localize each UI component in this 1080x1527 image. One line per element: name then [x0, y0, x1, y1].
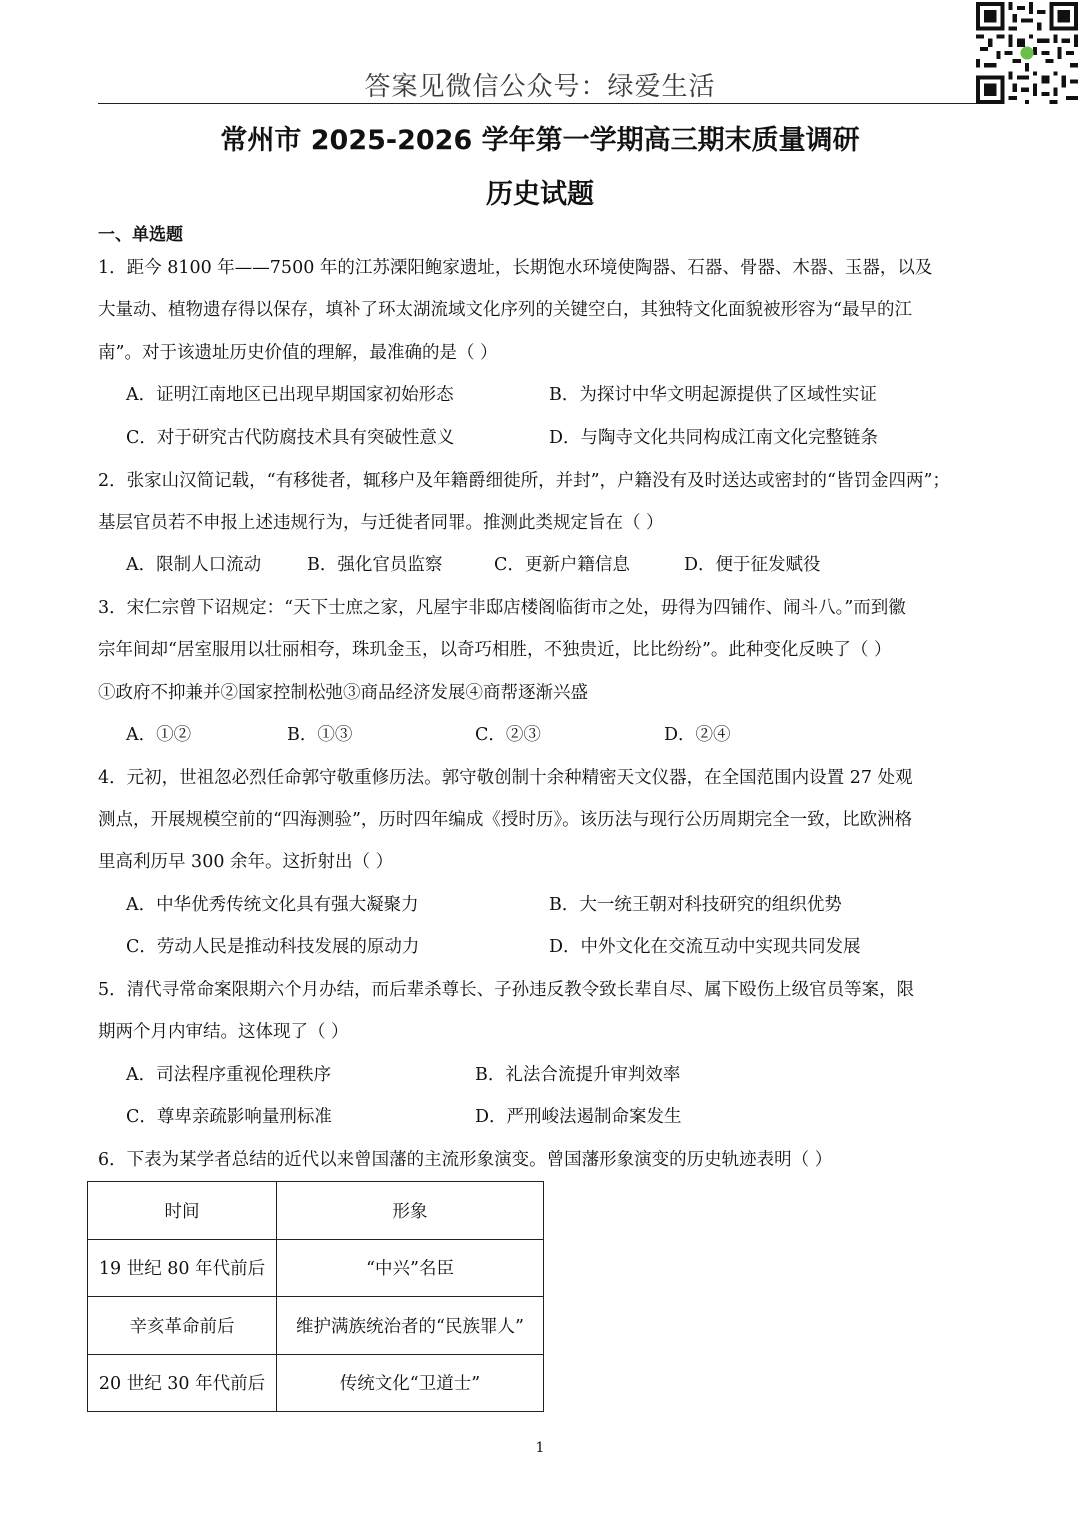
table-header-cell: 时间	[88, 1182, 277, 1240]
table-cell: 维护满族统治者的“民族罪人”	[277, 1297, 544, 1355]
question-3-option-c[interactable]: C．②③	[475, 725, 541, 745]
question-1-line-3: 南”。对于该遗址历史价值的理解，最准确的是（ ）	[98, 343, 498, 363]
question-4-option-d[interactable]: D．中外文化在交流互动中实现共同发展	[549, 937, 861, 957]
question-5-option-b[interactable]: B．礼法合流提升审判效率	[475, 1065, 681, 1085]
question-3-option-d[interactable]: D．②④	[664, 725, 731, 745]
question-5-line-1: 5．清代寻常命案限期六个月办结，而后辈杀尊长、子孙违反教令致长辈自尽、属下殴伤上级官员等案，限	[98, 980, 915, 1000]
question-1-option-a[interactable]: A．证明江南地区已出现早期国家初始形态	[126, 385, 454, 405]
question-4-line-1: 4．元初，世祖忽必烈任命郭守敬重修历法。郭守敬创制十余种精密天文仪器，在全国范围内设置 27 处观	[98, 768, 913, 788]
question-5-option-c[interactable]: C．尊卑亲疏影响量刑标准	[126, 1107, 332, 1127]
table-header-cell: 形象	[277, 1182, 544, 1240]
question-2-line-2: 基层官员若不申报上述违规行为，与迁徙者同罪。推测此类规定旨在（ ）	[98, 513, 664, 533]
question-2-line-1: 2．张家山汉简记载，“有移徙者，辄移户及年籍爵细徙所，并封”，户籍没有及时送达或密封的“皆罚金四两”；	[98, 471, 950, 491]
table-header-row	[88, 1182, 544, 1240]
table-cell: 辛亥革命前后	[88, 1297, 277, 1355]
image-evolution-table	[87, 1181, 544, 1412]
question-2-option-c[interactable]: C．更新户籍信息	[494, 555, 630, 575]
question-3-line-2: 宗年间却“居室服用以壮丽相夸，珠玑金玉，以奇巧相胜，不独贵近，比比纷纷”。此种变化反映了（ ）	[98, 640, 892, 660]
table-cell: 20 世纪 30 年代前后	[88, 1354, 277, 1412]
question-1-line-2: 大量动、植物遗存得以保存，填补了环太湖流域文化序列的关键空白，其独特文化面貌被形容为“最早的江	[98, 300, 912, 320]
question-2-option-d[interactable]: D．便于征发赋役	[684, 555, 821, 575]
question-1-option-c[interactable]: C．对于研究古代防腐技术具有突破性意义	[126, 428, 455, 448]
question-4-option-c[interactable]: C．劳动人民是推动科技发展的原动力	[126, 937, 420, 957]
table-row	[88, 1354, 544, 1412]
question-3-line-1: 3．宋仁宗曾下诏规定：“天下士庶之家，凡屋宇非邸店楼阁临街市之处，毋得为四铺作、闹斗八。”而到徽	[98, 598, 906, 618]
question-5-option-d[interactable]: D．严刑峻法遏制命案发生	[475, 1107, 682, 1127]
page-number: 1	[535, 1440, 545, 1456]
section-heading: 一、单选题	[98, 225, 183, 245]
table-cell: 传统文化“卫道士”	[277, 1354, 544, 1412]
table-cell: 19 世纪 80 年代前后	[88, 1239, 277, 1297]
question-4-option-b[interactable]: B．大一统王朝对科技研究的组织优势	[549, 895, 842, 915]
watermark: 答案见微信公众号：绿爱生活	[364, 72, 716, 102]
question-3-option-b[interactable]: B．①③	[287, 725, 353, 745]
question-4-line-2: 测点，开展规模空前的“四海测验”，历时四年编成《授时历》。该历法与现行公历周期完全一致，比欧洲格	[98, 810, 913, 830]
table-row	[88, 1297, 544, 1355]
table-cell: “中兴”名臣	[277, 1239, 544, 1297]
question-5-line-2: 期两个月内审结。这体现了（ ）	[98, 1022, 349, 1042]
table-row	[88, 1239, 544, 1297]
header-rule	[98, 103, 976, 104]
question-6-line-1: 6．下表为某学者总结的近代以来曾国藩的主流形象演变。曾国藩形象演变的历史轨迹表明（ ）	[98, 1150, 833, 1170]
exam-subtitle: 历史试题	[486, 179, 594, 210]
exam-title: 常州市 2025-2026 学年第一学期高三期末质量调研	[220, 125, 860, 156]
question-2-option-a[interactable]: A．限制人口流动	[126, 555, 262, 575]
question-5-option-a[interactable]: A．司法程序重视伦理秩序	[126, 1065, 332, 1085]
question-4-option-a[interactable]: A．中华优秀传统文化具有强大凝聚力	[126, 895, 419, 915]
question-2-option-b[interactable]: B．强化官员监察	[307, 555, 443, 575]
question-1-line-1: 1．距今 8100 年——7500 年的江苏溧阳鲍家遗址，长期饱水环境使陶器、石器、骨器、木器、玉器，以及	[98, 258, 933, 278]
question-4-line-3: 里高利历早 300 余年。这折射出（ ）	[98, 852, 394, 872]
qr-code-icon	[976, 2, 1078, 104]
question-1-option-b[interactable]: B．为探讨中华文明起源提供了区域性实证	[549, 385, 877, 405]
question-3-line-3: ①政府不抑兼并②国家控制松弛③商品经济发展④商帮逐渐兴盛	[98, 683, 588, 703]
question-1-option-d[interactable]: D．与陶寺文化共同构成江南文化完整链条	[549, 428, 879, 448]
question-3-option-a[interactable]: A．①②	[126, 725, 192, 745]
